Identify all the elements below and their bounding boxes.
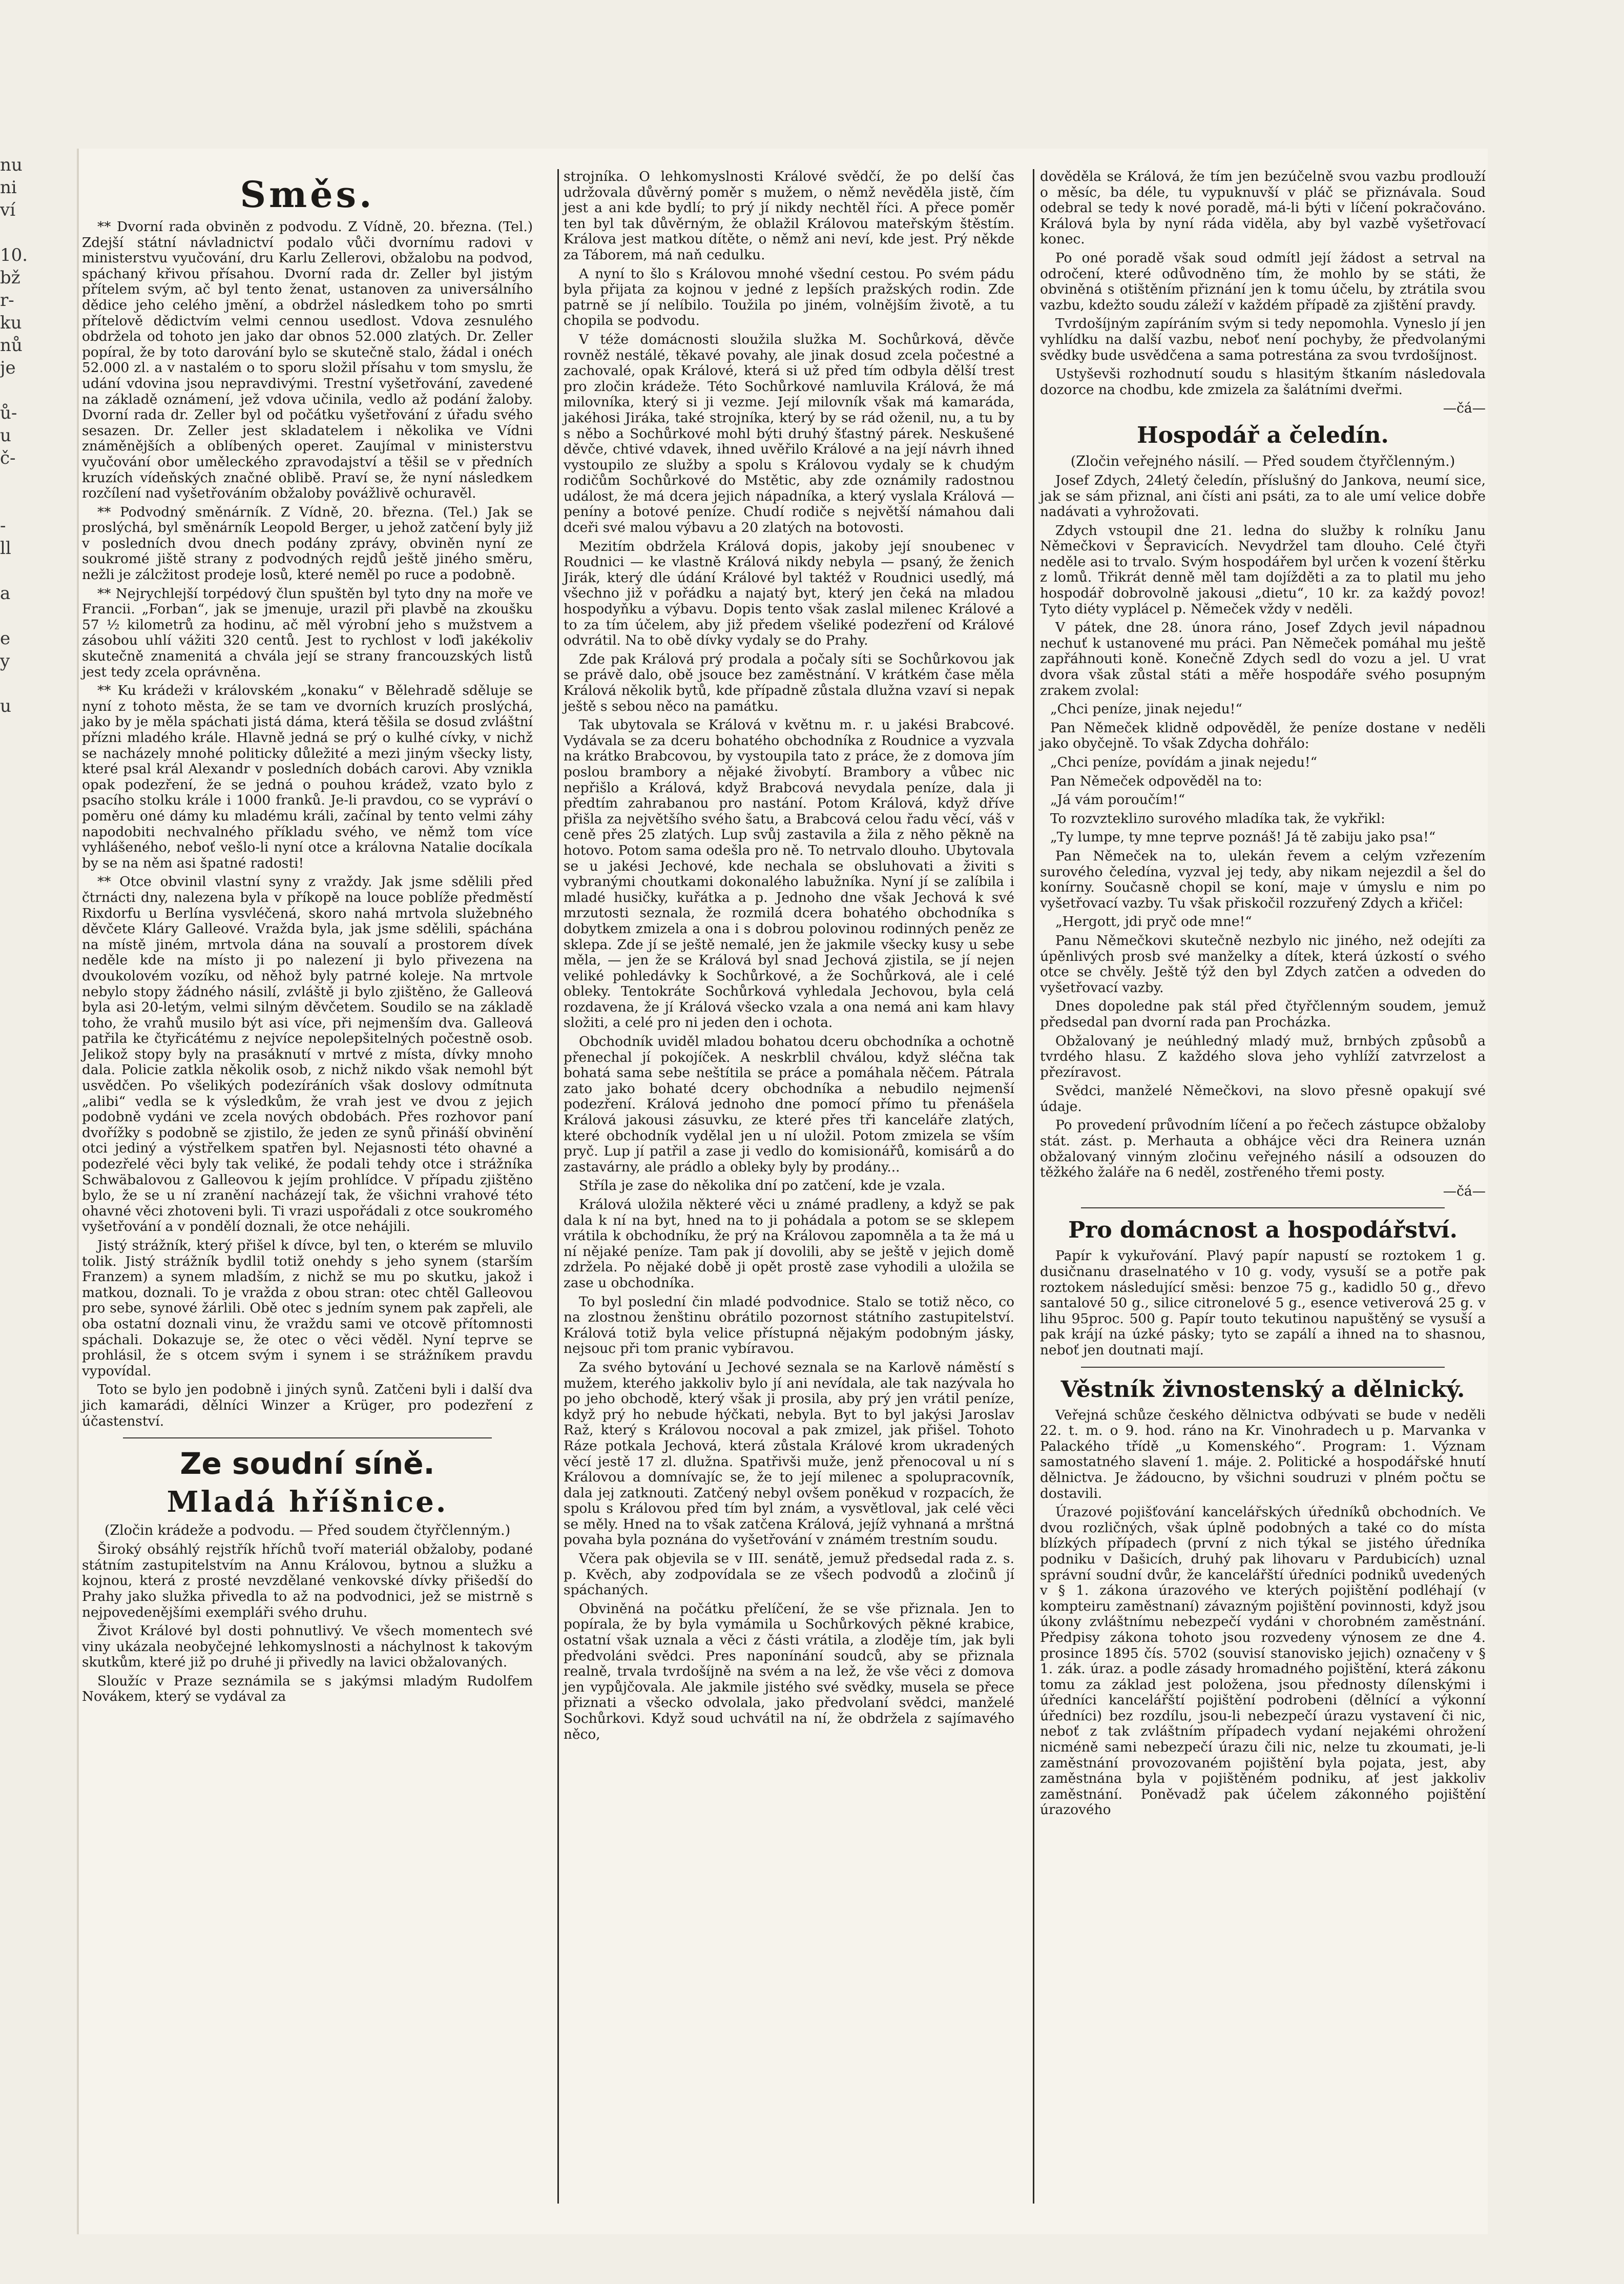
margin-fragment: u — [0, 425, 11, 446]
margin-fragment: r- — [0, 290, 14, 311]
margin-fragment — [0, 492, 24, 515]
article-paragraph: Tak ubytovala se Králová v květnu m. r. u jakési Brabcové. Vydávala se za dceru bohatého obchodníka z Roudnice a vyzvala na krátko Brabcovou, by vystoupila tato z práce, že z domova jím poslou brambory a nějaké živobytí. Brambory a vůbec nic nepřišlo a Králová, když Brabcová nevydala peníze, dala ji předtím zahrabanou pro nastání. Potom Králová, když dříve přišla za největšího svého šatu, a Brabcová celou řadu věcí, váš v ceně přes 25 zlatých. Lup svůj zastavila a žila z něho pěkně na hotovo. Potom sama odešla pro ně. To netrvalo dlouho. Ubytovala se u jakési Jechové, kde nechala se obsluhovati a živiti s vybranými choutkami dokonalého labužníka. Nyní jí se zalíbila i mladé husičky, kuřátka a p. Jednoho dne však Jechová k své mrzutosti seznala, že rozmilá dcera bohatého obchodníka s dobytkem zmizela a ona i s dobrou polovinou rodinných peněz ze sklepa. Zde jí se ještě nemalé, jen že jakmile všecky kusy u sebe měla, — jen že se Králová byl snad Jechová zjistila, se jí nejen veliké pohledávky k Sochůrkové, a že Sochůrková, ale i celé obleky. Tentokráte Sochůrková vyhledala Jechovou, byla celá rozdavena, že jí Králová všecko vzala a ona nemá ani kam hlavy složiti, a celé pro ni jeden den i ochota. — [564, 717, 1014, 1031]
margin-fragment: y — [0, 651, 10, 671]
previous-page-margin — [0, 154, 28, 716]
margin-fragment: je — [0, 358, 16, 378]
margin-fragment: ví — [0, 200, 16, 220]
article-paragraph: Tvrdošíjným zapíráním svým si tedy nepomohla. Vyneslo jí jen vyhlídku na další vazbu, neboť není pochyby, že předvolanými svědky bude usvědčena a sama potrestána za svou tvrdošíjnost. — [1040, 316, 1486, 363]
dialog-line: „Hergott, jdi pryč ode mne!“ — [1055, 914, 1252, 930]
article-subtitle: (Zločin krádeže a podvodu. — Před soudem čtyřčlenným.) — [104, 1522, 511, 1539]
article-paragraph: Úrazové pojišťování kancelářských úředníků obchodních. Ve dvou rozličných, však úplně podobných a také co do místa blízkých případech (první z nich týkal se jistého úředníka podniku v Dašicích, druhý pak lihovaru v Pardubicích) uznal správní soudní dvůr, že kancelářští úředníci podniků uvedených v § 1. zákona úrazového ve kterých pojištění podléhají (v kompteiru zaměstnaní) závazným pojištění povinnosti, když jsou úkony zvláštnímu nebezpečí vydáni v chorobném zaměstnání. Předpisy zákona tohoto jsou rozvedeny výnosem ze dne 4. prosince 1895 čís. 5702 (souvisí stanovisko jejich) označeny v § 1. zák. úraz. a podle zásady hromadného pojištění, která zákonu tomu za základ jest položena, jsou přednosty dílenskými i úředníci kancelářští pojištění podrobeni (dělnící a výkonní úředníci) bez rozdílu, jsou-li nebezpečí úrazu vystavení či nic, neboť z tak zvláštním případech vydaní nejakémi ohrožení nicméně sami nebezpečí úrazu čili nic, nelze tu zkoumati, je-li zaměstnání provozovaném pojištění byla pojata, jest, aby zaměstnána byla v pojištěném podniku, ať jest jakkoliv zaměstnání. Poněvadž pak účelem zákonného pojištění úrazového — [1040, 1504, 1486, 1818]
column-3 — [1040, 169, 1486, 1821]
margin-fragment: ni — [0, 177, 17, 198]
margin-fragment: nu — [0, 155, 23, 175]
article-paragraph: ** Podvodný směnárník. Z Vídně, 20. března. (Tel.) Jak se proslýchá, byl směnárník Leopold Berger, u jehož zatčení byly již v posledních dvou dnech podány zprávy, obviněn nyní ze soukromé jiště strany z podvodných rejdů ještě jiného směru, nežli je zálcžitost prodeje losů, které neměl po ruce a podobně. — [82, 504, 533, 583]
article-paragraph: Dnes dopoledne pak stál před čtyřčlenným soudem, jemuž předsedal pan dvorní rada pan Procházka. — [1040, 998, 1486, 1030]
article-paragraph: Zdych vstoupil dne 21. ledna do služby k rolníku Janu Němečkovi v Šepravicích. Nevydržel tam dlouho. Celé čtyři neděle asi to trvalo. Svým hospodářem byl určen k vození štěrku z lomů. Třikrát denně měl tam dojížděti a za to platil mu jeho hospodář dobrovolně jakousi „dietu“, 10 kr. za každý povoz! Tyto diéty vyplácel p. Němeček vždy v neděli. — [1040, 522, 1486, 617]
article-paragraph: Toto se bylo jen podobně i jiných synů. Zatčeni byli i další dva jich kamarádi, dělníci Winzer a Krüger, pro podezření z účastenství. — [82, 1382, 533, 1429]
article-paragraph: Ustyševši rozhodnutí soudu s hlasitým štkaním následovala dozorce na chodbu, kde zmizela za šalátními dveřmi. — [1040, 366, 1486, 398]
margin-fragment — [0, 469, 24, 492]
margin-fragment — [0, 221, 24, 244]
column-2 — [564, 169, 1014, 1745]
article-paragraph: Králová uložila některé věci u známé pradleny, a když se pak dala k ní na byt, hned na to ji pohádala a potom se se sklepem vrátila k obchodníku, že prý na Královou zapomněla a ta že má u ní nějaké peníze. Tam pak jí dovolili, aby se ještě v jejich domě zdržela. Po nějaké době ji opět prostě zase vyhodili a uložila se zase u obchodníka. — [564, 1197, 1014, 1291]
section-heading-vestnik: Věstník živnostenský a dělnický. — [1060, 1376, 1465, 1403]
article-paragraph: V téže domácnosti sloužila služka M. Sochůrková, děvče rovněž nestálé, těkavé povahy, ale jinak dosud zcela počestné a zachovalé, opak Králové, která si už před tím odbyla dělší trest pro zločin krádeže. Této Sochůrkové namluvila Králová, že má milovníka, který si ji vezme. Její milovník však má kamaráda, jakéhosi Jiráka, také strojníka, který by se rád oženil, nu, a tu by s něbo a Sochůrkové mohl býti druhý šťastný párek. Neskušené děvče, chtivé vdavek, ihned uvěřilo Králové a na její návrh ihned vystoupilo ze služby a spolu s Královou vydaly se k chudým rodičům Sochůrkové do Mstětic, aby zde oznámily radostnou událost, že má dcera jejich nápadníka, a který vyslala Králová — peníny a botové peníze. Chudí rodiče s největší námahou dali dceři své malou výbavu a 20 zlatých na botovosti. — [564, 331, 1014, 536]
article-paragraph: Panu Němečkovi skutečně nezbylo nic jiného, než odejíti za úpěnlivých prosb své manželky a dítek, která úzkostí o svého otce se chvěly. Ještě týž den byl Zdych zatčen a odveden do vyšetřovací vazby. — [1040, 932, 1486, 996]
article-paragraph: Jistý strážník, který přišel k dívce, byl ten, o kterém se mluvilo tolik. Jistý strážník bydlil totiž onehdy s jeho synem (starším Franzem) a synem mladším, z nichž se mu po skutku, jakož i matkou, doznali. To je vražda z obou stran: otec chtěl Galleovou pro sebe, synové žárlili. Obě otec s jedním synem pak zapřeli, ale oba ostatní doznali vinu, že vraždu sami ve otcově přítomnosti spáchali. Dokazuje se, že otec o věci věděl. Nyní teprve se prohlásil, že s otcem svým i synem i se strážníkem pravdu vypovídal. — [82, 1238, 533, 1379]
article-subtitle: (Zločin veřejného násilí. — Před soudem čtyřčlenným.) — [1070, 453, 1455, 469]
article-title: Mladá hříšnice. — [166, 1485, 448, 1519]
margin-fragment: ll — [0, 538, 11, 559]
article-paragraph: dověděla se Králová, že tím jen bezúčelně svou vazbu prodlouží o měsíc, ba déle, tu vypuknuvší v pláč se přiznávala. Soud odebral se tedy k nové poradě, má-li býti v líčení pokračováno. Králová byla by nyní ráda viděla, aby byl vazbě vyšetřovací konec. — [1040, 169, 1486, 248]
dialog-line: „Chci peníze, jinak nejedu!“ — [1050, 701, 1242, 717]
article-paragraph: ** Ku krádeži v královském „konaku“ v Bělehradě sděluje se nyní z tohoto města, že se tam ve dvorních kruzích proslýchá, jako by je měla spáchati jistá dáma, která těšila se dosud zvláštní přízni mladého krále. Hlavně jedná se prý o kulhé cívky, v nichž se nacházely mnohé politicky důležité a mezi jiným všecky listy, které psal král Alexandr v posledních dobách carovi. Aby vznikla opak podezření, že se jedná o pouhou krádež, vzato bylo z psacího stolku krále i 1000 franků. Je-li pravdou, co se vypráví o poměru oné dámy ku mladému králi, začínal by tento velmi záhy napodobiti nechvalného příkladu svého, ve němž tom více vyhlášeného, neboť vešlo-li nyní otce a královna Natalie docíkala by se na něm asi špatné radosti! — [82, 683, 533, 871]
article-paragraph: Veřejná schůze českého dělnictva odbývati se bude v neděli 22. t. m. o 9. hod. ráno na Kr. Vinohradech u p. Marvanka v Palackého třídě „u Komenského“. Program: 1. Význam samostatného slavení 1. máje. 2. Politické a hospodářské hnutí dělnictva. Je žádoucno, by všichni soudruzi v plném počtu se dostavili. — [1040, 1407, 1486, 1501]
article-paragraph: ** Dvorní rada obviněn z podvodu. Z Vídně, 20. března. (Tel.) Zdejší státní návladnictví podalo vůči dvornímu radovi v ministerstvu vyučování, dru Karlu Zellerovi, obžalobu na podvod, spáchaný křivou přísahou. Dvorní rada dr. Zeller byl jistým přítelem svým, ač byl tento ženat, ustanoven za universálního dědice jeho celého jmění, a obdržel následkem toho po smrti přítelově dědictvím velmi cennou usedlost. Vdova zesnulého obdržela od tohoto jen jako dar obnos 52.000 zlatých. Dr. Zeller popíral, že by toto darování bylo se skutečně stalo, žádal i onéch 52.000 zl. a v nastalém o to sporu složil přísahu v tom smyslu, že udání vdovina jsou nepravdivými. Trestní vyšetřování, zavedené na základě oznámení, jež vdova učinila, vedlo až podání žaloby. Dvorní rada dr. Zeller byl od počátku vyšetřování z úřadu svého sesazen. Dr. Zeller jest skladatelem i několika ve Vídni známěnějších a oblíbených operet. Zaujímal v ministerstvu vyučování obor uměleckého zpravodajství a těšil se v předních kruzích vídeňských značné oblibě. Praví se, že nyní následkem rozčílení nad vyšetřováním obžaloby povážlivě ochuravěl. — [82, 219, 533, 502]
margin-fragment: u — [0, 696, 11, 716]
margin-fragment: č- — [0, 448, 16, 468]
column-rule — [557, 169, 559, 2204]
article-paragraph: Včera pak objevila se v III. senátě, jemuž předsedal rada z. s. p. Kvěch, aby zodpovídala se ze všech podvodů a zločinů jí spáchaných. — [564, 1551, 1014, 1598]
article-paragraph: ** Otce obvinil vlastní syny z vraždy. Jak jsme sdělili před čtrnácti dny, nalezena byla v příkopě na louce poblíže předměstí Rixdorfu u Berlína vysvléčená, skoro nahá mrtvola služebného děvčete Kláry Galleové. Vražda byla, jak jsme sdělili, spáchána na místě jiném, mrtvola dána na souvalí a prostorem dívek neděle kde na místo ji po nalezení ji bylo přivezena na dvoukolovém vozíku, od něhož byly patrné koleje. Na mrtvole nebylo stopy žádného násilí, zvláště ji bylo zjištěno, že Galleová byla asi 20-letým, velmi silným děvčetem. Soudilo se na základě toho, že vrahů musilo být asi více, při nejmenším dva. Galleová patřila ke čtyřicátému z nejvíce nepolepšitelných počestně osob. Jelikož stopy byly na prasáknutí v mrtvé z místa, dívky mnoho dala. Policie zatkla několik osob, z nichž nikdo však nemohl být usvědčen. Po všelikých podezíráních však doslovy odmítnuta „alibi“ vedla se k výsledkům, že vrah jest ve dvou z jejich podobně vydáni ve zcela nových obdobách. Přes rozhovor paní dvořížky s podobně se zjistilo, že jeden ze synů přináší obvinění otci jediný a výstřelkem spatřen byl. Nejasnosti této ohavné a podezřelé věci byly tak veliké, že podali tehdy otce i strážníka Schwäbalovou z Galleovou k jejím prohlídce. V případu zjištěno bylo, že se u ní zranění nacházejí tak, že všichni vrahové této ohavné věci zhotoveni byli. Ti vrazi uspořádali z otce soukromého vyšetřování a v pondělí doznali, že otce nehájili. — [82, 874, 533, 1235]
article-paragraph: Pan Němeček na to, ulekán řevem a celým vzřezením surového čeledína, vyzval jej tedy, aby nikam nejezdil a šel do konírny. Současně chopil se koní, maje v úmyslu e nim po vyšetřovací vazby. Tu však přiskočil rozzuřený Zdych a křičel: — [1040, 848, 1486, 911]
article-title: Hospodář a čeledín. — [1137, 422, 1389, 448]
article-paragraph: A nyní to šlo s Královou mnohé všední cestou. Po svém pádu byla přijata za kojnou v jedné z lepších pražských rodin. Zde patrně se jí nelíbilo. Toužila po jiném, volnějším životě, a tu chopila se podvodu. — [564, 265, 1014, 329]
margin-fragment — [0, 560, 24, 582]
article-paragraph: V pátek, dne 28. února ráno, Josef Zdych jevil nápadnou nechuť k ustanovené mu práci. Pan Němeček pomáhal mu ještě zapřáhnouti koně. Konečně Zdych sedl do vozu a jel. U vrat dvora však zůstal státi a měře hospodáře svého posupným zrakem zvolal: — [1040, 620, 1486, 698]
article-paragraph: strojníka. O lehkomyslnosti Králové svědčí, že po delší čas udržovala důvěrný poměr s mužem, o němž nevěděla jistě, čím jest a ani kde bydlí; to prý jí nikdy nechtěl říci. A přece poměr ten byl tak důvěrným, že oblažil Královou mateřským štěstím. Králova jest matkou dítěte, o němž ani neví, kde jest. Prý někde za Táborem, má naň cedulku. — [564, 169, 1014, 263]
margin-fragment: bž — [0, 268, 20, 288]
author-signature: —čá— — [1443, 1183, 1486, 1199]
dialog-line: Pan Němeček odpověděl na to: — [1050, 773, 1262, 789]
section-heading-soud: Ze soudní síně. — [180, 1446, 435, 1481]
dialog-line: „Ty lumpe, ty mne teprve poznáš! Já tě zabiju jako psa!“ — [1050, 829, 1436, 846]
article-paragraph: Obžalovaný je neúhledný mladý muž, brnbých způsobů a tvrdého hlasu. Z každého slova jeho vyhlíží zatvrzelost a přezíravost. — [1040, 1033, 1486, 1080]
article-paragraph: Mezitím obdržela Králová dopis, jakoby její snoubenec v Roudnici — ke vlastně Králová nikdy nebyla — psaný, že ženich Jirák, který dle údání Králové byl taktéž v Roudnici usedlý, má všechno již v pořádku a najatý byt, který jen čeká na mladou hospodyňku a výbavu. Dopis tento však zaslal milenec Králové a to za tím účelem, aby již předem všeliké podezření od Králové odvrátil. Na to obě dívky vydaly se do Prahy. — [564, 538, 1014, 649]
dialog-line: „Chci peníze, povídám a jinak nejedu!“ — [1050, 754, 1318, 770]
divider — [1081, 1367, 1445, 1368]
divider — [1081, 1207, 1445, 1208]
divider — [123, 1437, 492, 1438]
article-paragraph: Sloužíc v Praze seznámila se s jakýmsi mladým Rudolfem Novákem, který se vydával za — [82, 1673, 533, 1705]
margin-fragment — [0, 672, 24, 695]
article-paragraph: Po provedení průvodním líčení a po řečech zástupce obžaloby stát. zást. p. Merhauta a obhájce věci dra Reinera uznán obžalovaný vinným zločinu veřejného násilí a odsouzen do těžkého žaláře na 6 neděl, zostřeného třemi posty. — [1040, 1117, 1486, 1181]
dialog-line: Pan Němeček klidně odpověděl, že peníze dostane v neděli jako obyčejně. To však Zdycha dohřálo: — [1040, 719, 1486, 752]
article-paragraph: Obchodník uviděl mladou bohatou dceru obchodníka a ochotně přenechal jí pokojíček. A neskrblil chválou, když sléčna tak bohatá sama sebe neštítila se práce a pomáhala něčem. Pátrala zato jako bohaté dcery obchodníka a nebudilo nejmenší podezření. Králová jednoho dne pomocí přímo tu přenášela Králová jakousi zásuvku, ze které přes tři kanceláře zlatých, které obchodník vydělal jen u ní uložil. Potom zmizela se vším pryč. Lup jí patřil a zase ji vedlo do komisionářů, komisárů a do zastavárny, ale prádlo a obleky byly by prodány... — [564, 1034, 1014, 1175]
article-paragraph: Obviněná na počátku přelíčení, že se vše přiznala. Jen to popírala, že by byla vymámila u Sochůrkových pěkné krabice, ostatní však uznala a věci z části vrátila, a zloděje tím, jak byli předvoláni svědci. Pres naponínání soudců, aby se přiznala realně, trvala tvrdošíjně na svém a na lež, že vše věci z domova jen vypůjčovala. Ale jakmile jistého své svědky, musela se přece přiznati a všecko odvolala, jako předvolaní svědci, manželé Sochůrkovi. Když soud uchvátil na ní, že obdržela z sajímavého něco, — [564, 1600, 1014, 1742]
article-paragraph: Život Králové byl dosti pohnutlivý. Ve všech momentech své viny ukázala neobyčejné lehkomyslnosti a náchylnost k takovým skutkům, které již po druhé ji přivedly na lavici obžalovaných. — [82, 1623, 533, 1671]
article-paragraph: Josef Zdych, 24letý čeledín, příslušný do Jankova, neumí sice, jak se sám přiznal, ani čísti ani psáti, za to ale umí velice dobře nadávati a vyhrožovati. — [1040, 472, 1486, 520]
article-paragraph: Stříla je zase do několika dní po zatčení, kde je vzala. — [579, 1178, 946, 1194]
dialog-line: „Já vám poroučím!“ — [1050, 792, 1185, 808]
article-paragraph: Po oné poradě však soud odmítl její žádost a setrval na odročení, které odůvodněno tím, že mohlo by se státi, že obviněná s otištěním přiznání jen k tomu účelu, by ztrátila svou vazbu, kdežto soudu záleží v každém případě za zjištění pravdy. — [1040, 250, 1486, 313]
article-paragraph: Svědci, manželé Němečkovi, na slovo přesně opakují své údaje. — [1040, 1083, 1486, 1115]
margin-fragment: ů- — [0, 403, 17, 423]
margin-fragment — [0, 605, 24, 627]
article-paragraph: ** Nejrychlejší torpédový člun spuštěn byl tyto dny na moře ve Francii. „Forban“, jak se jmenuje, urazil při plavbě na zkoušku 57 ½ kilometrů za hodinu, ač měl výrobní jeho s mužstvem a zásobou uhlí vážiti 320 centů. Jest to rychlost v loďi jakékoliv skutečně znamenitá a chvála její se strany francouzských listů jest tedy zcela oprávněna. — [82, 585, 533, 680]
dialog-block — [1040, 702, 1486, 846]
margin-fragment: nů — [0, 335, 23, 356]
margin-fragment: 10. — [0, 245, 28, 265]
margin-fragment: a — [0, 583, 11, 604]
column-1 — [82, 169, 533, 1708]
article-paragraph: To byl poslední čin mladé podvodnice. Stalo se totiž něco, co na zlostnou ženštinu obrátilo pozornost státního zastupitelství. Králová totiž byla velice přístupná nějakým podobným jásky, nejsouc při tom pranic vybíravou. — [564, 1293, 1014, 1357]
section-heading-smes: Směs. — [240, 173, 375, 216]
margin-fragment: - — [0, 516, 6, 536]
article-paragraph: Široký obsáhlý rejstřík hříchů tvoří materiál obžaloby, podané státním zastupitelstvím na Annu Královou, bytnou a služku a kojnou, která z prosté nevzdělané venkovské dívky přišedší do Prahy jako služka přivedla to až na podvodnici, jež se mistrně s nejpovedenějšími exempláři svého druhu. — [82, 1541, 533, 1620]
article-paragraph: Zde pak Králová prý prodala a počaly síti se Sochůrkovou jak se právě dalo, obě jsouce bez zaměstnání. V krátkém čase měla Králová několik bytů, kde případně zůstala dlužna vzaví si nepak ještě s sebou něco na památku. — [564, 651, 1014, 714]
section-heading-domacnost: Pro domácnost a hospodářství. — [1068, 1217, 1458, 1244]
margin-fragment: e — [0, 628, 11, 649]
dialog-line: To rozvztekliло surového mladíka tak, že vykřikl: — [1050, 810, 1385, 827]
margin-fragment: ku — [0, 313, 22, 333]
column-rule — [1033, 169, 1034, 2204]
article-paragraph: Za svého bytování u Jechové seznala se na Karlově náměstí s mužem, kterého jakkoliv bylo jí ani nevídala, ale tak nazývala ho po jeho obchodě, který však ji prosila, aby prý jen vrátil peníze, když prý ho nebude hýčkati, nebyla. Byt to byl jakýsi Jaroslav Raž, který s Královou nocoval a pak zmizel, jak přišel. Tohoto Ráze potkala Jechová, která zůstala Králové krom ukradených věcí jestě 17 zl. dlužna. Spatřivši muže, jenž přenocoval u ní s Královou a domnívajíc se, že to její milenec a spolupracovník, dala jej zatknouti. Zatčený nebyl ovšem poněkud v rozpacích, že spolu s Královou před tím byl znám, a vysvětloval, jak celé věci se měly. Hned na to však zatčena Králová, jejíž vyhnaná a mrštná povaha byla poznána do vyšetřování v známém trestním soudu. — [564, 1359, 1014, 1548]
author-signature: —čá— — [1443, 400, 1486, 417]
margin-fragment — [0, 379, 24, 402]
article-paragraph: Papír k vykuřování. Plavý papír napustí se roztokem 1 g. dusičnanu draselnatého v 10 g. vody, vysuší se a potře pak roztokem následující směsi: benzoe 75 g., kadidlo 50 g., dřevo santalové 50 g., silice citronelové 5 g., esence vetiverová 25 g. v lihu 95proc. 500 g. Papír touto tekutinou napuštěný se vysuší a pak krájí na úzké pásky; tyto se zapálí a ihned na to shasnou, neboť jen doutnati mají. — [1040, 1248, 1486, 1358]
